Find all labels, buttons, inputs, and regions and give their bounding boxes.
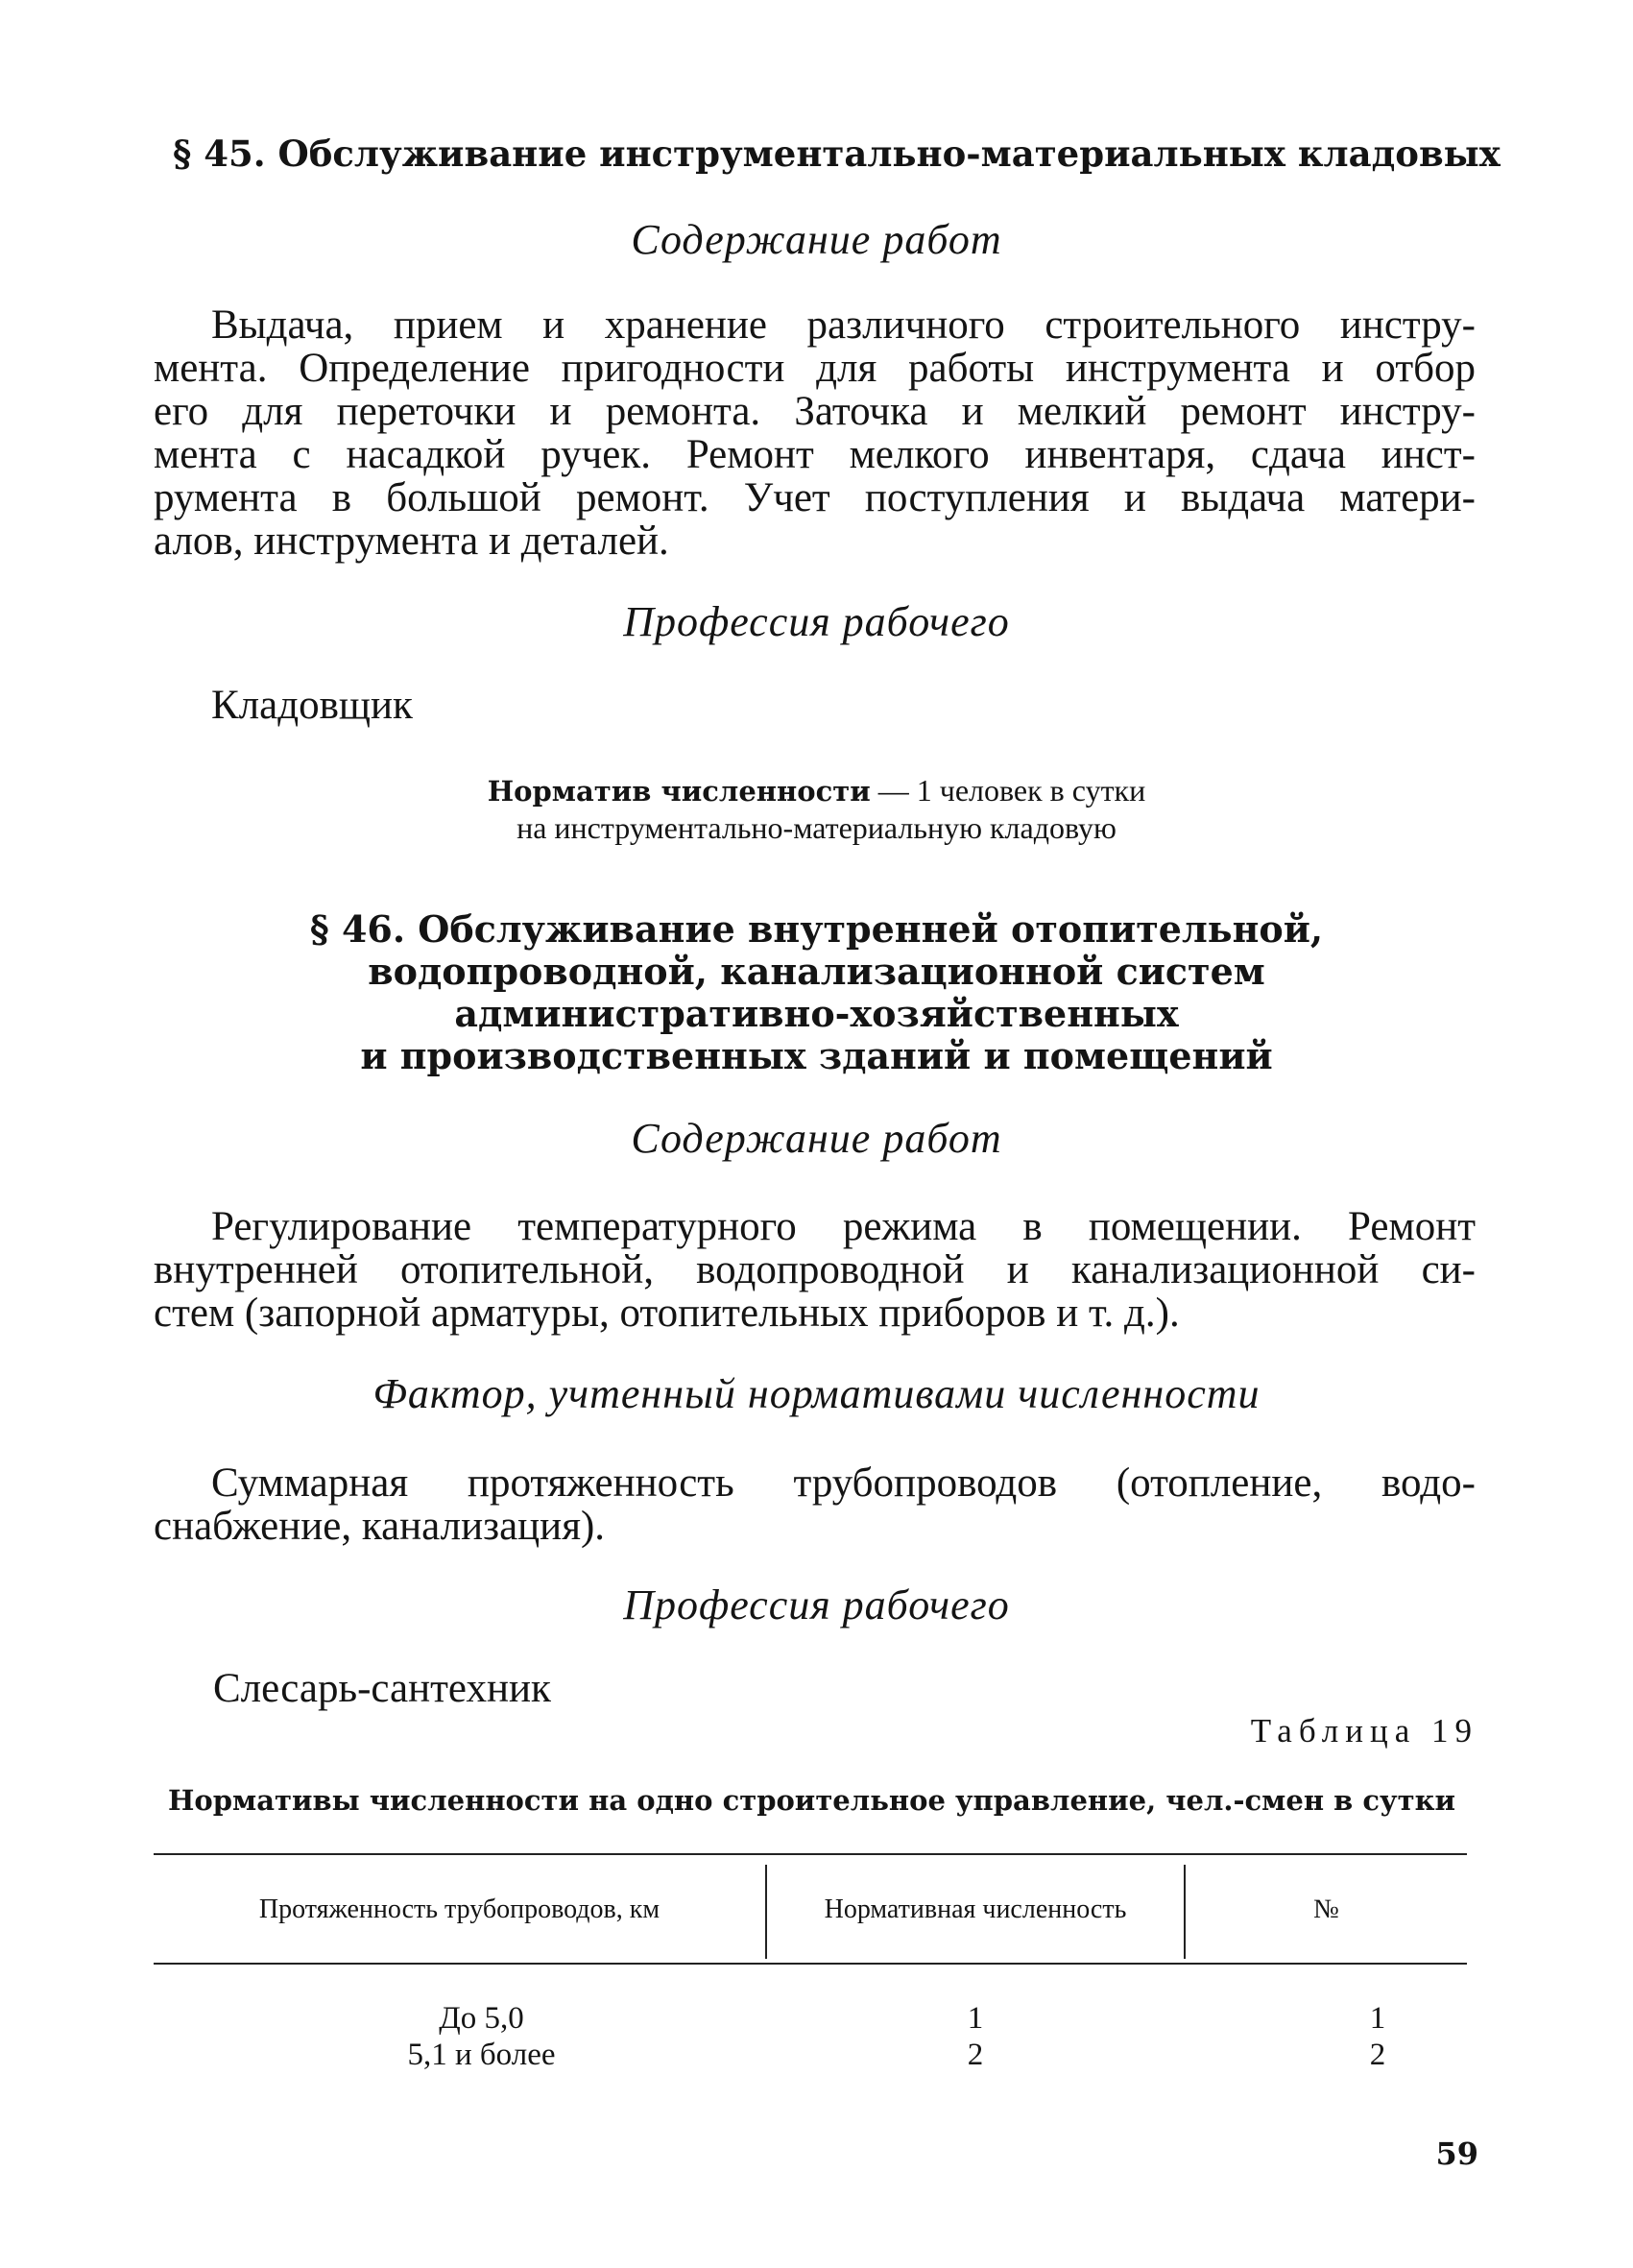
table-header-normativ: Нормативная численность [824,1894,1127,1924]
section46-profession-heading: Профессия рабочего [623,1581,1010,1629]
table-cell-length: 5,1 и более [407,2038,556,2072]
table-header-length: Протяженность трубопроводов, км [258,1894,660,1924]
title-line: водопроводной, канализационной систем [368,950,1265,993]
section45-content-paragraph [154,303,1476,563]
section45-profession: Кладовщик [211,683,413,728]
table-header-rule [154,1963,1467,1965]
table-cell-number: 1 [1369,2001,1386,2036]
title-line: § 46. Обслуживание внутренней отопительной, [309,907,1324,951]
table-cell-length: До 5,0 [439,2001,524,2036]
paragraph-line: мента с насадкой ручек. Ремонт мелкого инвентаря, сдача инст- [154,432,1476,477]
paragraph-line: Суммарная протяженность трубопроводов (отопление, водо- [211,1460,1476,1506]
normativ-line2: на инструментально-материальную кладовую [516,810,1117,845]
paragraph-line: стем (запорной арматуры, отопительных приборов и т. д.). [154,1291,1180,1336]
table-cell-normativ: 2 [967,2038,984,2072]
title-line: административно-хозяйственных [454,992,1179,1035]
paragraph-line: Регулирование температурного режима в помещении. Ремонт [211,1204,1476,1249]
paragraph-line: румента в большой ремонт. Учет поступления и выдача матери- [154,475,1476,520]
table-cell-normativ: 1 [967,2001,984,2036]
section45-content-heading: Содержание работ [631,216,1002,263]
normativ-label: Норматив численности [487,775,871,808]
section45-title: § 45. Обслуживание инструментально-материальных кладовых [173,133,1501,175]
paragraph-line: Выдача, прием и хранение различного строительного инстру- [211,302,1476,348]
section46-content-heading: Содержание работ [631,1115,1002,1162]
table-label: Таблица 19 [1250,1712,1478,1749]
table-cell-number: 2 [1369,2038,1386,2072]
page-number: 59 [1435,2135,1478,2172]
title-line: и производственных зданий и помещений [360,1034,1273,1077]
section46-factor-paragraph [154,1461,1476,1548]
paragraph-line: его для переточки и ремонта. Заточка и мелкий ремонт инстру- [154,389,1476,434]
paragraph-line: снабжение, канализация). [154,1504,606,1549]
section46-profession: Слесарь-сантехник [213,1666,551,1711]
paragraph-line: внутренней отопительной, водопроводной и канализационной си- [154,1247,1476,1292]
section46-title [0,908,1633,1077]
paragraph-line: алов, инструмента и деталей. [154,519,669,564]
table-header-number: № [1313,1894,1339,1924]
normativ-value: — 1 человек в сутки [877,773,1146,808]
section46-content-paragraph [154,1205,1476,1335]
paragraph-line: мента. Определение пригодности для работы инструмента и отбор [154,346,1476,391]
section46-factor-heading: Фактор, учтенный нормативами численности [372,1370,1261,1417]
table-top-rule [154,1853,1467,1855]
section45-profession-heading: Профессия рабочего [623,598,1010,645]
table-caption: Нормативы численности на одно строительное управление, чел.-смен в сутки [168,1784,1456,1817]
section45-normativ [0,772,1633,846]
